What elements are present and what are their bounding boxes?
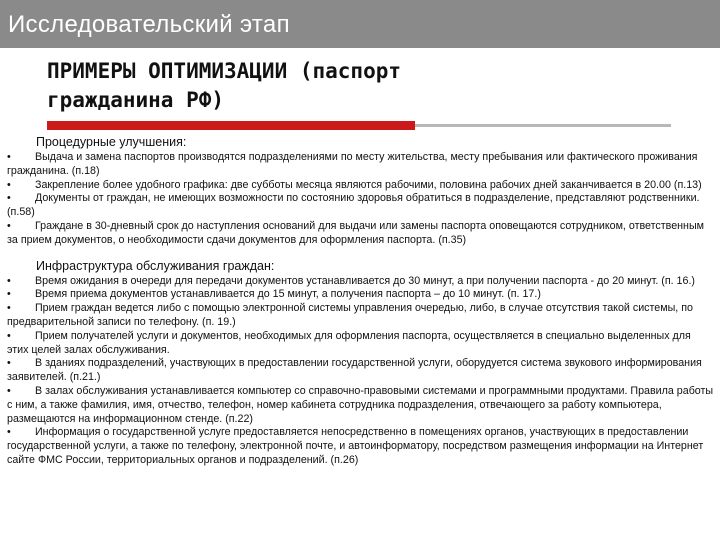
- slide-title-line-1: ПРИМЕРЫ ОПТИМИЗАЦИИ (паспорт: [47, 59, 402, 83]
- bullet: •: [7, 426, 11, 439]
- bullet: •: [7, 178, 11, 191]
- slide-title-line-2: гражданина РФ): [47, 88, 225, 112]
- list-item-text: Информация о государственной услуге предоставляется непосредственно в помещениях органов, участвующих в предоставлении государственной услуги, а также по телефону, электронной почте, и автоинформатору, посредством размещения информации на Интернет сайте ФМС России, территориальных органов и подразделений. (п.26): [7, 426, 704, 466]
- bullet: •: [7, 329, 11, 342]
- list-item: [7, 179, 715, 193]
- infrastructure-list: [7, 275, 715, 468]
- list-item-text: Время приема документов устанавливается до 15 минут, а получения паспорта – до 10 минут. (п. 17.): [35, 288, 541, 301]
- bullet: •: [7, 192, 11, 205]
- list-item-text: Закрепление более удобного графика: две субботы месяца являются рабочими, половина рабочих дней заканчивается в 20.00 (п.13): [35, 178, 702, 191]
- header-title: Исследовательский этап: [8, 11, 290, 38]
- list-item: [7, 302, 715, 330]
- bullet: •: [7, 357, 11, 370]
- section-heading-procedural: Процедурные улучшения:: [36, 135, 187, 149]
- list-item-text: Время ожидания в очереди для передачи документов устанавливается до 30 минут, а при получении паспорта - до 20 минут. (п. 16.): [35, 274, 695, 287]
- bullet: •: [7, 219, 11, 232]
- list-item: [7, 330, 715, 358]
- section-heading-infrastructure: Инфраструктура обслуживания граждан:: [36, 258, 275, 273]
- list-item: [7, 151, 715, 179]
- slide-content: [7, 134, 715, 468]
- list-item: [7, 426, 715, 467]
- bullet: •: [7, 274, 11, 287]
- list-item: [7, 192, 715, 220]
- title-underline-red: [47, 121, 415, 130]
- list-item-text: В зданиях подразделений, участвующих в предоставлении государственной услуги, оборудуется система звукового информирования заявителей. (п.21.): [7, 357, 702, 384]
- list-item-text: Прием получателей услуги и документов, необходимых для оформления паспорта, осуществляется в специально выделенных для этих целей залах обслуживания.: [7, 329, 691, 356]
- bullet: •: [7, 384, 11, 397]
- procedural-list: [7, 151, 715, 248]
- list-item-text: В залах обслуживания устанавливается компьютер со справочно-правовыми системами и программными продуктами. Правила работы с ним, а также фамилия, имя, отчество, телефон, номер кабинета сотрудника подразделения, отвечающего за работу компьютера, размещаются на информационном стенде. (п.22): [7, 384, 714, 425]
- list-item-text: Граждане в 30-дневный срок до наступления оснований для выдачи или замены паспорта оповещаются сотрудником, ответственным за прием документов, о необходимости сдачи документов для оформления паспорта. (п.35): [7, 219, 704, 246]
- list-item-text: Документы от граждан, не имеющих возможности по состоянию здоровья обратиться в подразделение, представляют родственники. (п.58): [7, 192, 700, 219]
- title-underline-gray: [415, 124, 671, 127]
- list-item: [7, 288, 715, 302]
- slide-header-bar: [0, 0, 720, 48]
- list-item: [7, 357, 715, 385]
- bullet: •: [7, 288, 11, 301]
- bullet: •: [7, 151, 11, 163]
- list-item: [7, 220, 715, 248]
- list-item: [7, 275, 715, 289]
- bullet: •: [7, 302, 11, 315]
- list-item: [7, 385, 715, 426]
- slide-title: [47, 57, 647, 115]
- list-item-text: Выдача и замена паспортов производятся подразделениями по месту жительства, месту пребывания или фактического проживания гражданина. (п.18): [7, 151, 698, 177]
- list-item-text: Прием граждан ведется либо с помощью электронной системы управления очередью, либо, в случае отсутствия такой системы, по предварительной записи по телефону. (п. 19.): [7, 302, 693, 328]
